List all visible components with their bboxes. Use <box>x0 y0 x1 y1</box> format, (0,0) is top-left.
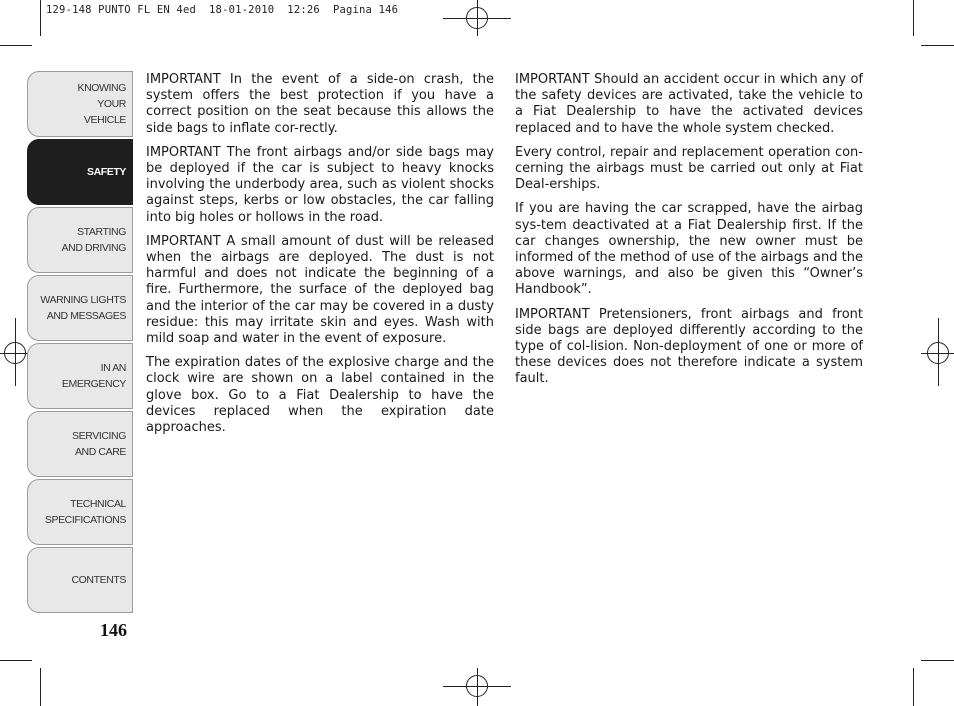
tab-safety[interactable]: SAFETY <box>27 139 133 205</box>
tab-contents[interactable]: CONTENTS <box>27 547 133 613</box>
crop-mark <box>913 0 914 36</box>
crop-mark <box>913 668 914 706</box>
content-column-left <box>146 72 494 444</box>
crop-mark <box>40 668 41 706</box>
paragraph: The expiration dates of the explosive charge and the clock wire are shown on a label contained in the glove box. Go to a Fiat Dealership to have the devices replaced when the expiration date approaches. <box>146 355 494 436</box>
paragraph: IMPORTANT Pretensioners, front airbags and front side bags are deployed differently according to the type of col-lision. Non-deployment of one or more of these devices does not therefore indicate a system fault. <box>515 306 863 387</box>
tab-knowing-your-vehicle[interactable]: KNOWING YOUR VEHICLE <box>27 71 133 137</box>
paragraph: IMPORTANT The front airbags and/or side bags may be deployed if the car is subject to heavy knocks involving the underbody area, such as violent shocks against steps, kerbs or low obstacles, the car falling into big holes or hollows in the road. <box>146 144 494 225</box>
paragraph: IMPORTANT A small amount of dust will be released when the airbags are deployed. The dust is not harmful and does not indicate the beginning of a fire. Furthermore, the surface of the deployed bag and the interior of the car may be covered in a dusty residue: this may irritate skin and eyes. Wash with mild soap and water in the event of exposure. <box>146 233 494 347</box>
tab-technical-specifications[interactable]: TECHNICAL SPECIFICATIONS <box>27 479 133 545</box>
paragraph: IMPORTANT In the event of a side-on crash, the system offers the best protection if you have a correct position on the seat because this allows the side bags to inflate cor-rectly. <box>146 72 494 136</box>
tab-in-an-emergency[interactable]: IN AN EMERGENCY <box>27 343 133 409</box>
paragraph: If you are having the car scrapped, have the airbag sys-tem deactivated at a Fiat Dealership first. If the car changes ownership, the new owner must be informed of the method of use of the airbags and the above warnings, and also be given this “Owner’s Handbook”. <box>515 201 863 298</box>
tab-warning-lights-and-messages[interactable]: WARNING LIGHTS AND MESSAGES <box>27 275 133 341</box>
content-column-right <box>515 72 863 396</box>
paragraph: Every control, repair and replacement operation con-cerning the airbags must be carried out only at Fiat Deal-erships. <box>515 144 863 193</box>
page-number: 146 <box>100 620 127 640</box>
tab-servicing-and-care[interactable]: SERVICING AND CARE <box>27 411 133 477</box>
crop-mark <box>921 45 954 46</box>
crop-mark <box>921 660 954 661</box>
crop-mark <box>0 660 32 661</box>
crop-mark <box>40 0 41 36</box>
paragraph: IMPORTANT Should an accident occur in which any of the safety devices are activated, take the vehicle to a Fiat Dealership to have the activated devices replaced and to have the whole system checked. <box>515 72 863 136</box>
print-header: 129-148 PUNTO FL EN 4ed 18-01-2010 12:26 Pagina 146 <box>46 4 399 16</box>
tab-starting-and-driving[interactable]: STARTING AND DRIVING <box>27 207 133 273</box>
crop-mark <box>0 45 32 46</box>
